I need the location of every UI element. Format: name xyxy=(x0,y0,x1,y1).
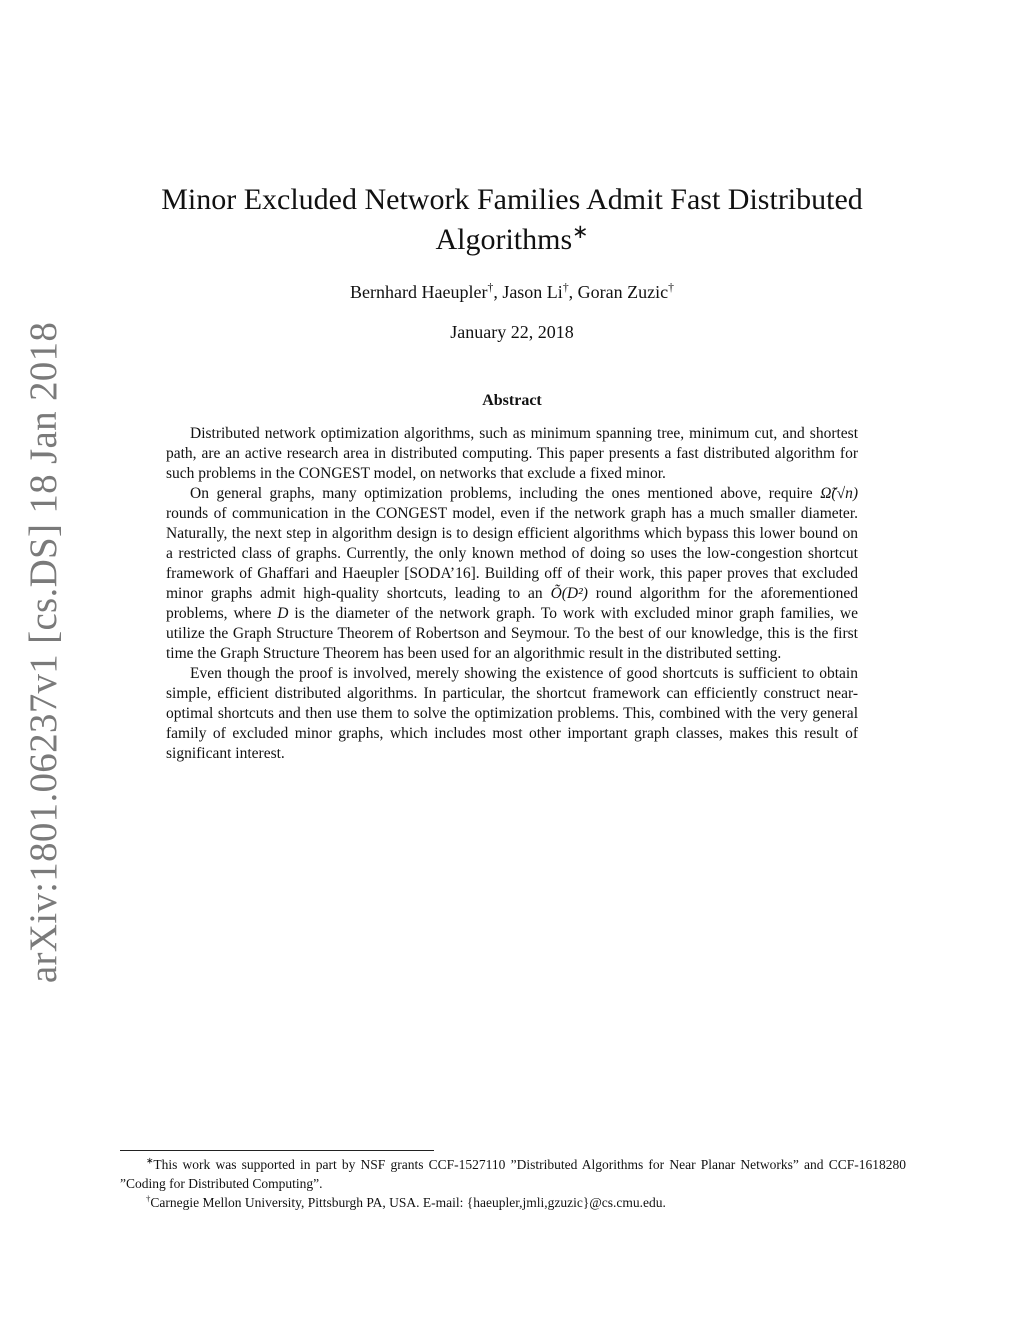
abstract-body xyxy=(166,424,858,764)
math-d: D xyxy=(277,605,289,622)
paper-title xyxy=(150,180,874,260)
footnote-mark: ∗ xyxy=(146,1155,154,1166)
abstract-text: On general graphs, many optimization problems, including the ones mentioned above, require xyxy=(190,485,821,502)
author-name: Goran Zuzic xyxy=(577,282,669,302)
abstract-text: round algorithm for the aforementioned problems, where xyxy=(166,585,858,622)
arxiv-sidebar-stamp xyxy=(16,321,72,984)
abstract-paragraph-1: Distributed network optimization algorithms, such as minimum spanning tree, minimum cut, and shortest path, are an active research area in distributed computing. This paper presents a fast distributed algorithm for such problems in the CONGEST model, on networks that exclude a fixed minor. xyxy=(166,425,858,482)
abstract-heading: Abstract xyxy=(482,392,542,409)
author-name: Bernhard Haeupler xyxy=(350,282,488,302)
footnote-text: Carnegie Mellon University, Pittsburgh PA, USA. E-mail: {haeupler,jmli,gzuzic}@cs.cmu.edu. xyxy=(150,1195,666,1210)
footnote-funding xyxy=(120,1155,906,1193)
paper-date: January 22, 2018 xyxy=(450,322,574,342)
title-line-2: Algorithms xyxy=(435,223,573,256)
author-list xyxy=(150,282,874,303)
arxiv-identifier: arXiv:1801.06237v1 [cs.DS] 18 Jan 2018 xyxy=(22,321,66,984)
abstract-text: rounds of communication in the CONGEST model, even if the network graph has a much smaller diameter. Naturally, the next step in algorithm design is to design efficient algorithms which bypass this lower bound on a restricted class of graphs. Currently, the only known method of doing so uses the low-congestion shortcut framework of Ghaffari and Haeupler [SODA’16]. Building off of their work, this paper proves that excluded minor graphs admit high-quality shortcuts, leading to an xyxy=(166,505,858,602)
footnote-text: This work was supported in part by NSF grants CCF-1527110 ”Distributed Algorithms for Near Planar Networks” and CCF-1618280 ”Coding for Distributed Computing”. xyxy=(120,1157,906,1191)
footnote-mark: † xyxy=(146,1193,151,1204)
author-separator: , xyxy=(568,282,578,302)
abstract-paragraph-3: Even though the proof is involved, merely showing the existence of good shortcuts is sufficient to obtain simple, efficient distributed algorithms. In particular, the shortcut framework can efficiently construct near-optimal shortcuts and then use them to solve the optimization problems. This, combined with the very general family of excluded minor graphs, which includes most other important graph classes, makes this result of significant interest. xyxy=(166,665,858,762)
title-line-1: Minor Excluded Network Families Admit Fast Distributed xyxy=(161,183,863,216)
math-omega-sqrt-n: Ω̃(√n) xyxy=(820,485,858,502)
footnotes xyxy=(120,1155,906,1212)
abstract-paragraph-2 xyxy=(166,484,858,664)
footnote-affiliation xyxy=(120,1193,906,1212)
math-o-d-squared: Õ(D²) xyxy=(550,585,588,602)
abstract-text: is the diameter of the network graph. To work with excluded minor graph families, we utilize the Graph Structure Theorem of Robertson and Seymour. To the best of our knowledge, this is the first time the Graph Structure Theorem has been used for an algorithmic result in the distributed setting. xyxy=(166,605,858,662)
author-affiliation-mark: † xyxy=(487,281,494,294)
author-affiliation-mark: † xyxy=(562,281,569,294)
author-name: Jason Li xyxy=(502,282,563,302)
author-separator: , xyxy=(493,282,503,302)
author-affiliation-mark: † xyxy=(668,281,674,294)
title-footnote-mark: ∗ xyxy=(572,222,589,243)
footnote-rule xyxy=(120,1150,434,1151)
